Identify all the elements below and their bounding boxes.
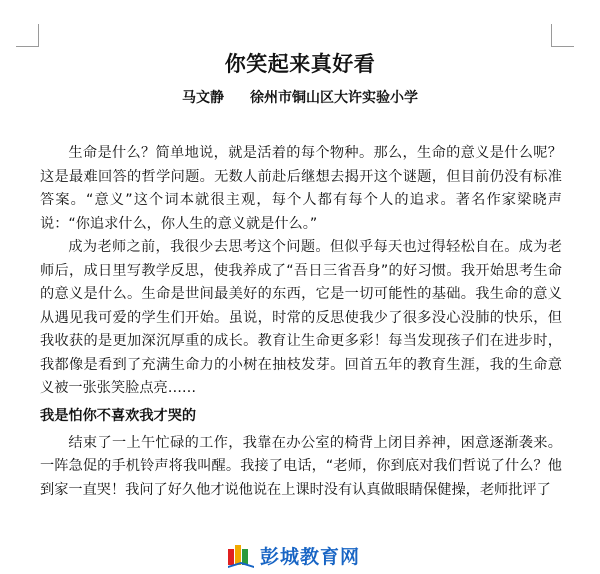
paragraph: 结束了一上午忙碌的工作，我靠在办公室的椅背上闭目养神，困意逐渐袭来。一阵急促的手机铃声将我叫醒。我接了电话，“老师，你到底对我们哲说了什么？他到家一直哭！我问了好久他才说他说在上课时没有认真做眼睛保健操，老师批评了: [40, 434, 562, 498]
watermark: [226, 540, 396, 570]
byline: [0, 88, 600, 108]
article-title: 你笑起来真好看: [224, 51, 376, 76]
author-name: 马文静: [182, 90, 224, 106]
watermark-logo-icon: [226, 541, 256, 569]
paragraph: 生命是什么？简单地说，就是活着的每个物种。那么，生命的意义是什么呢？这是最难回答的哲学问题。无数人前赴后继想去揭开这个谜题，但目前仍没有标准答案。“意义”这个词本就很主观，每个人都有每个人的追求。著名作家梁晓声说：“你追求什么，你人生的意义就是什么。”: [40, 145, 562, 232]
margin-marker-top-left: [16, 24, 39, 47]
author-school: 徐州市铜山区大许实验小学: [250, 90, 418, 106]
margin-marker-top-right: [551, 24, 574, 47]
section-heading: 我是怕你不喜欢我才哭的: [40, 407, 197, 424]
watermark-text: 彭城教育网: [260, 545, 361, 568]
article-body: [40, 142, 562, 502]
paragraph: 成为老师之前，我很少去思考这个问题。但似乎每天也过得轻松自在。成为老师后，成日里写教学反思，使我养成了“吾日三省吾身”的好习惯。我开始思考生命的意义是什么。生命是世间最美好的东西，它是一切可能性的基础。我生命的意义从遇见我可爱的学生们开始。虽说，时常的反思使我少了很多没心没肺的快乐，但我收获的是更加深沉厚重的成长。教育让生命更多彩！每当发现孩子们在进步时，我都像是看到了充满生命力的小树在抽枝发芽。回首五年的教育生涯，我的生命意义被一张张笑脸点亮……: [40, 239, 562, 396]
